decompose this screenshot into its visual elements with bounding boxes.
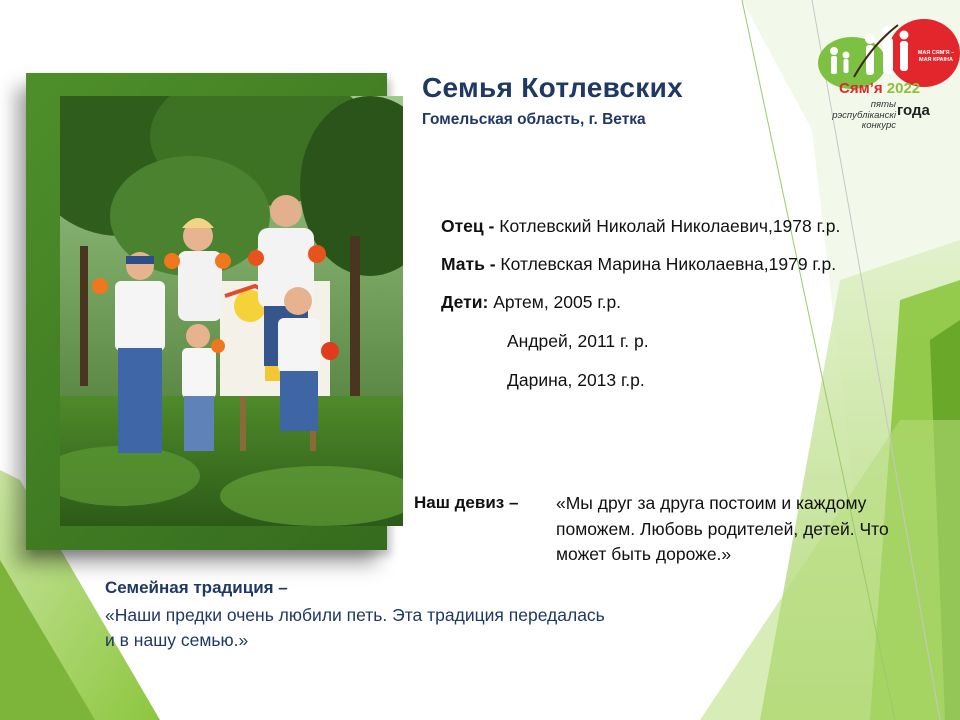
tradition-label: Семейная традиция – [105,578,288,597]
member-text: Дарина, 2013 г.р. [507,370,645,390]
tradition-text: «Наши предки очень любили петь. Эта традиция передалась и в нашу семью.» [105,605,605,650]
location-subtitle: Гомельская область, г. Ветка [422,111,646,128]
logo-word [839,80,920,97]
member-label: Мать - [441,254,496,274]
member-text: Андрей, 2011 г. р. [507,331,649,351]
member-child-3 [507,370,645,391]
motto-label: Наш девиз – [414,493,519,512]
member-label: Дети: [441,292,489,312]
member-mother [441,254,836,275]
member-child-2 [507,331,649,352]
logo-word-red: Сям’я [839,80,883,97]
logo-subtitle: пяты рэспубліканскі конкурс [832,99,896,131]
member-label: Отец - [441,216,495,236]
member-text: Котлевская Марина Николаевна,1979 г.р. [500,254,837,274]
logo-slogan: МАЯ СЯМ'Я – МАЯ КРАІНА [917,50,955,63]
page-title: Семья Котлевских [422,72,683,103]
member-text: Артем, 2005 г.р. [493,292,622,312]
motto-text: «Мы друг за друга постоим и каждому поможем. Любовь родителей, детей. Что может быть дороже.» [556,493,889,564]
logo-goda: года [897,102,930,119]
member-father [441,216,840,237]
member-text: Котлевский Николай Николаевич,1978 г.р. [499,216,841,236]
member-children [441,292,621,313]
logo-word-year: 2022 [886,80,921,97]
family-photo [60,96,403,526]
